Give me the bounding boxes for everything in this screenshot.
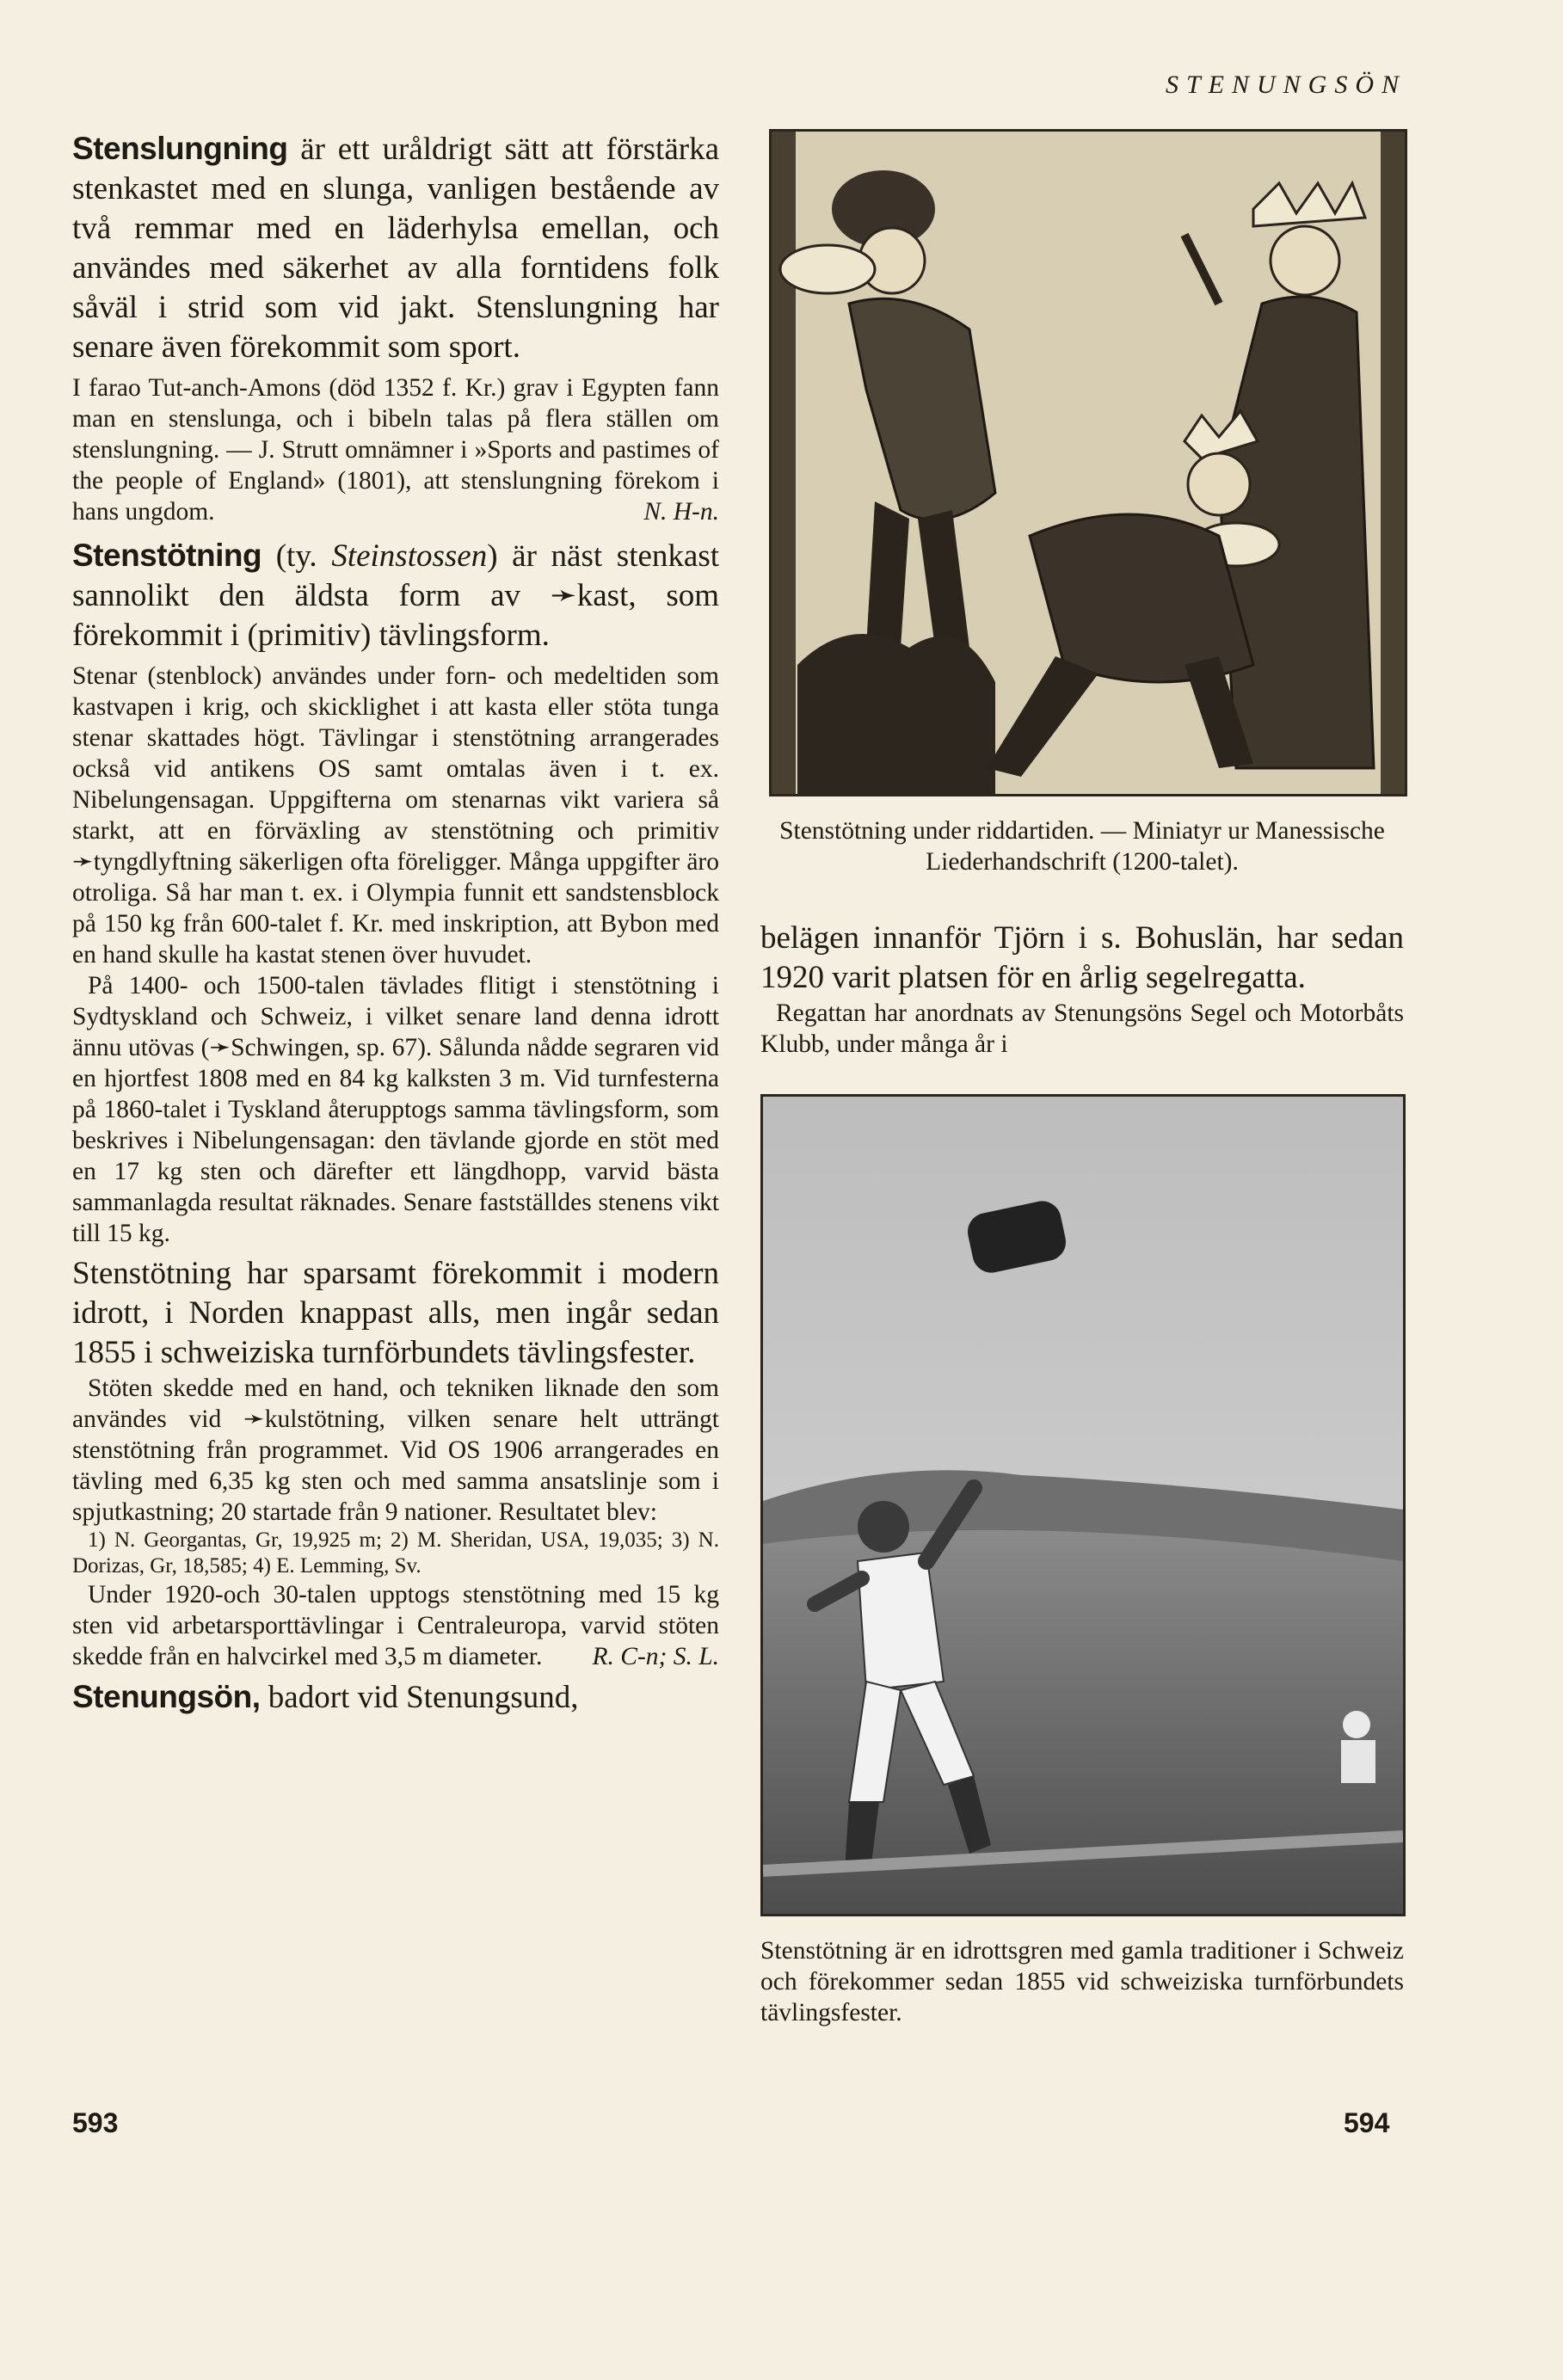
figure-miniature: [769, 129, 1407, 796]
page-number-right: 594: [1344, 2107, 1390, 2138]
entry-detail: [72, 1579, 719, 1672]
figure-caption: Stenstötning under riddartiden. — Miniatyr ur Manessische Liederhandschrift (1200-talet).: [779, 817, 1385, 876]
detail-text: Under 1920-och 30-talen upptogs stenstötning med 15 kg sten vid arbetarsporttävlingar i Centraleuropa, varvid stöten skedde från en halvcirkel med 3,5 m diameter.: [72, 1581, 719, 1670]
right-column: [760, 129, 1404, 2028]
entry-body: ) är näst stenkast sannolikt den äldsta form av ➛kast, som förekommit i (primitiv) tävlingsform.: [72, 538, 719, 653]
running-header: STENUNGSÖN: [1165, 71, 1406, 99]
entry-stenslungning: [72, 129, 719, 367]
results-list: 1) N. Georgantas, Gr, 19,925 m; 2) M. Sheridan, USA, 19,035; 3) N. Dorizas, Gr, 18,585; 4) E. Lemming, Sv.: [72, 1528, 719, 1577]
figure-caption: Stenstötning är en idrottsgren med gamla traditioner i Schweiz och förekommer sedan 1855 vid schweiziska turnförbundets tävlingsfester.: [760, 1937, 1404, 2026]
author-signature: R. C-n; S. L.: [592, 1643, 719, 1670]
entry-detail: På 1400- och 1500-talen tävlades flitigt i stenstötning i Sydtyskland och Schweiz, i vilket senare land denna idrott ännu utövas (➛Schwingen, sp. 67). Sålunda nådde segraren vid en hjortfest 1808 med en 84 kg kalksten 3 m. Vid turnfesterna på 1860-talet i Tyskland återupptogs samma tävlingsform, som beskrives i Nibelungensagan: den tävlande gjorde en stöt med en 17 kg sten och därefter ett längdhopp, varvid bästa sammanlagda resultat räknades. Senare fastställdes stenens vikt till 15 kg.: [72, 972, 719, 1247]
entry-body: är ett uråldrigt sätt att förstärka stenkastet med en slunga, vanligen bestående av två remmar med en läderhylsa emellan, och användes med säkerhet av alla forntidens folk såväl i strid som vid jakt. Stenslungning har senare även förekommit som sport.: [72, 132, 719, 365]
entry-lead-paragraph: Stenstötning har sparsamt förekommit i modern idrott, i Norden knappast alls, men ingår sedan 1855 i schweiziska turnförbundets tävlingsfester.: [72, 1256, 719, 1370]
detail-text: I farao Tut-anch-Amons (död 1352 f. Kr.) grav i Egypten fann man en stenslunga, och i bibeln talas på flera ställen om stenslungning. — J. Strutt omnämner i »Sports and pastimes of the people of England» (1801), att stenslungning förekom i hans ungdom.: [72, 374, 719, 526]
entry-detail: Regattan har anordnats av Stenungsöns Segel och Motorbåts Klubb, under många år i: [760, 999, 1404, 1058]
figure-photograph: [760, 1094, 1406, 1916]
entry-term: Stenstötning: [72, 538, 262, 573]
miniature-illustration: [772, 132, 1405, 794]
entry-detail: [72, 372, 719, 527]
entry-term: Stenslungning: [72, 131, 288, 166]
athlete-photograph: [763, 1097, 1403, 1914]
left-column: [72, 129, 719, 1718]
entry-body: badort vid Stenungsund,: [268, 1680, 579, 1715]
author-signature: N. H-n.: [643, 498, 719, 526]
entry-stenungson: [72, 1677, 719, 1718]
etymology-word: Steinstossen: [331, 538, 488, 574]
entry-continuation: belägen innanför Tjörn i s. Bohuslän, har sedan 1920 varit platsen för en årlig segelregatta.: [760, 920, 1404, 995]
entry-term: Stenungsön,: [72, 1679, 261, 1714]
page-number-left: 593: [72, 2107, 119, 2138]
entry-detail: Stöten skedde med en hand, och tekniken liknade den som användes vid ➛kulstötning, vilken senare helt utträngt stenstötning från programmet. Vid OS 1906 arrangerades en tävling med 6,35 kg sten och med samma ansatslinje som i spjutkastning; 20 startade från 9 nationer. Resultatet blev:: [72, 1374, 719, 1526]
etymology-open: (ty.: [275, 538, 317, 574]
entry-detail: Stenar (stenblock) användes under forn- och medeltiden som kastvapen i krig, och skicklighet i att kasta eller stöta tunga stenar skattades högt. Tävlingar i stenstötning arrangerades också vid antikens OS samt omtalas även i t. ex. Nibelungensagan. Uppgifterna om stenarnas vikt variera så starkt, att en förväxling av stenstötning och primitiv ➛tyngdlyftning säkerligen ofta föreligger. Många uppgifter äro otroliga. Så har man t. ex. i Olympia funnit ett sandstensblock på 150 kg från 600-talet f. Kr. med inskription, att Bybon med en hand skulle ha kastat stenen över huvudet.: [72, 662, 719, 969]
entry-stenstotning: [72, 536, 719, 655]
